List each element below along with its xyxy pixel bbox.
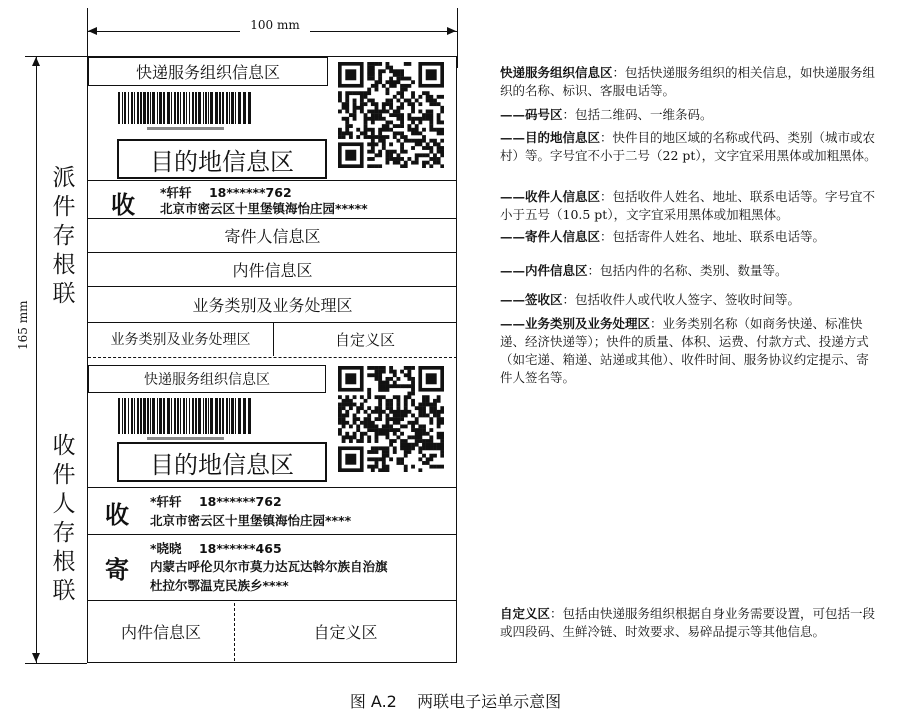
receiver-mark-lower: 收 [105,500,129,529]
sender-address-line-1: 内蒙古呼伦贝尔市莫力达瓦达斡尔族自治旗 [150,559,388,574]
height-label: 165 mm [16,300,30,350]
qr-code [338,62,444,168]
business-small-area: 业务类别及业务处理区 [110,332,251,348]
note-content: ——内件信息区：包括内件的名称、类别、数量等。 [500,263,788,278]
sender-info-area: 寄件人信息区 [224,226,321,246]
note-business: ——业务类别及业务处理区：业务类别名称（如商务快递、标准快递、经济快递等）；快件的质量、体积、运费、付款方式、投递方式（如宅递、箱递、站递或其他）、收件时间、服务协议约定提示、寄件人签名等。 [500,316,869,385]
qr-code-lower [338,366,444,472]
content-info-area-lower: 内件信息区 [120,623,201,642]
receiver-address: 北京市密云区十里堡镇海怡庄园***** [160,201,368,216]
receiver-stub-label: 收件人存根联 [48,433,75,607]
service-org-area-lower: 快递服务组织信息区 [88,365,326,393]
note-sender: ——寄件人信息区：包括寄件人姓名、地址、联系电话等。 [500,229,826,244]
barcode-lower [117,398,254,442]
note-destination: ——目的地信息区：快件目的地区域的名称或代码、类别（城市或农村）等。字号宜不小于二号（22 pt），文字宜采用黑体或加粗黑体。 [500,130,877,163]
custom-area: 自定义区 [334,330,395,349]
business-area: 业务类别及业务处理区 [192,295,353,315]
note-service-org: 快递服务组织信息区：包括快递服务组织的相关信息，如快递服务组织的名称、标识、客服电话等。 [500,65,876,98]
receiver-name-phone: *轩轩 18******762 [160,185,292,200]
custom-area-lower: 自定义区 [313,623,378,642]
note-code-area: ——码号区：包括二维码、一维条码。 [500,107,713,122]
sender-address-line-2: 杜拉尔鄂温克民族乡**** [150,578,289,593]
receiver-address-lower: 北京市密云区十里堡镇海怡庄园**** [150,513,352,528]
destination-area: 目的地信息区 [117,139,327,179]
width-label: 100 mm [240,18,310,32]
barcode [117,92,254,132]
note-signoff: ——签收区：包括收件人或代收人签字、签收时间等。 [500,292,801,307]
service-org-area: 快递服务组织信息区 [88,57,328,86]
tear-line [88,357,457,358]
receiver-name-phone-lower: *轩轩 18******762 [150,494,282,509]
receiver-mark: 收 [111,190,135,219]
dispatch-stub-label: 派件存根联 [48,165,75,310]
figure-caption: 图 A.2 两联电子运单示意图 [349,691,562,711]
content-info-area: 内件信息区 [232,260,313,280]
sender-mark: 寄 [105,555,129,584]
destination-area-lower: 目的地信息区 [117,442,327,482]
sender-name-phone: *晓晓 18******465 [150,541,282,556]
note-receiver: ——收件人信息区：包括收件人姓名、地址、联系电话等。字号宜不小于五号（10.5 pt），文字宜采用黑体或加粗黑体。 [500,189,876,222]
note-custom: 自定义区：包括由快递服务组织根据自身业务需要设置，可包括一段或四段码、生鲜冷链、时效要求、易碎品提示等其他信息。 [500,606,876,639]
